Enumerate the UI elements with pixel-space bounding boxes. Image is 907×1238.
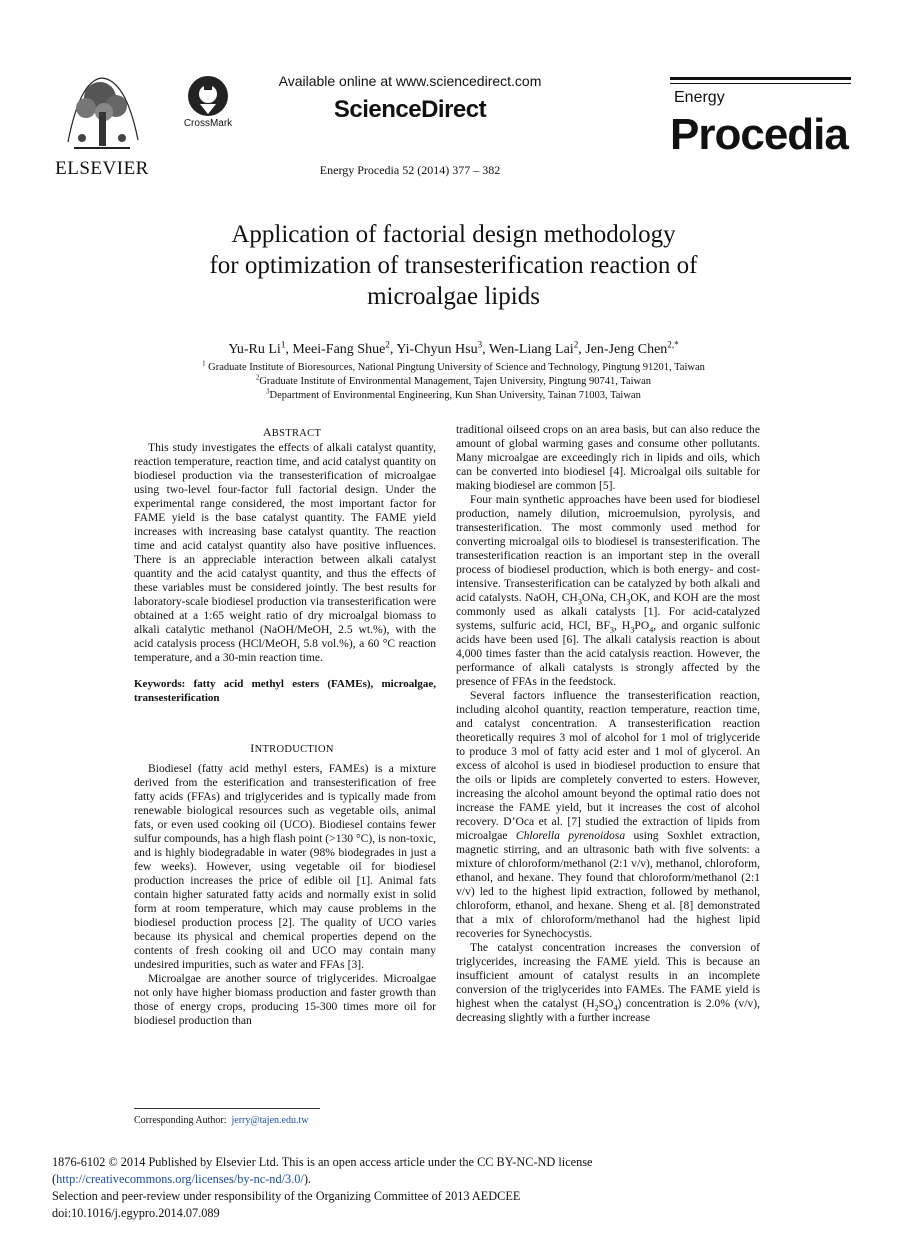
sciencedirect-logo: ScienceDirect [333, 96, 487, 123]
author: Meei-Fang Shue$^2$ [292, 339, 390, 357]
elsevier-logo [52, 70, 152, 180]
license-footer [52, 1154, 862, 1222]
crossmark-icon [176, 74, 240, 118]
copyright-line: 1876-6102 © 2014 Published by Elsevier Ltd. This is an open access article under the CC BY-NC-ND license [52, 1155, 593, 1169]
doi-line: doi:10.1016/j.egypro.2014.07.089 [52, 1206, 220, 1220]
crossmark-label: CrossMark [183, 118, 233, 129]
license-url-line: (http://creativecommons.org/licenses/by-nc-nd/3.0/). [52, 1172, 311, 1186]
author: Jen-Jeng Chen$^{2,*}$ [585, 339, 679, 357]
author-email-link[interactable]: jerry@tajen.edu.tw [231, 1115, 309, 1126]
introduction-paragraph: Microalgae are another source of triglycerides. Microalgae not only have higher biomass production and faster growth than those of energy crops, producing 15-300 times more oil for biodiesel production than [134, 972, 436, 1027]
author-list: Yu-Ru Li$^1$, Meei-Fang Shue$^2$, Yi-Chyun Hsu$^3$, Wen-Liang Lai$^2$, Jen-Jeng Chen$^{2,*}$ [228, 339, 679, 357]
body-paragraph: The catalyst concentration increases the conversion of triglycerides, increasing the FAME yield. This is because an insufficient amount of catalyst results in an incomplete conversion of the triglycerides into FAMEs. The FAME yield is highest when the catalyst $(H_2SO_4)$ concentration is 2.0% (v/v), decreasing slightly with a further increase [456, 941, 760, 1024]
publisher-name: ELSEVIER [55, 158, 149, 179]
license-link[interactable]: http://creativecommons.org/licenses/by-nc-nd/3.0/ [56, 1172, 304, 1186]
species-name: Chlorella pyrenoidosa [515, 829, 626, 842]
right-column [456, 423, 760, 1025]
abstract-heading: ABSTRACT [262, 425, 322, 439]
available-online-text: Available online at www.sciencedirect.com [278, 73, 542, 89]
affiliation: $^2$Graduate Institute of Environmental Management, Tajen University, Pingtung 90741, Taiwan [255, 374, 652, 387]
title-line: Application of factorial design methodology [231, 221, 676, 248]
author: Yi-Chyun Hsu$^3$ [396, 339, 483, 357]
introduction-paragraph: Biodiesel (fatty acid methyl esters, FAMEs) is a mixture derived from the esterification and transesterification of free fatty acids (FFAs) and triglycerides and is typically made from renewable biological resources such as vegetable oils, animal fats, or even used cooking oil (UCO). Biodiesel contains fewer sulfur compounds, has a high flash point (>130 °C), is non-toxic, and is highly biodegradable in water (98% biodegrades in just a few weeks). However, using vegetable oil for biodiesel production increases the price of edible oil [1]. Animal fats contain higher saturated fatty acids and normally exist in solid form at room temperature, which may cause problems in the biodiesel production process [2]. The quality of UCO varies because its physical and chemical properties depend on the contents of fresh cooking oil and UCO may contain many undesired impurities, such as water and FFAs [3]. [134, 762, 436, 971]
author: Yu-Ru Li$^1$ [228, 339, 286, 357]
peer-review-line: Selection and peer-review under responsibility of the Organizing Committee of 2013 AEDCEE [52, 1189, 521, 1203]
elsevier-tree-icon [60, 72, 144, 156]
body-paragraph: traditional oilseed crops on an area basis, but can also reduce the amount of global warming gases and consume other pollutants. Many microalgae are exceedingly rich in lipids and oils, which can be converted into biodiesel [4]. Microalgal oils suitable for making biodiesel are common [5]. [456, 423, 760, 492]
title-line: microalgae lipids [367, 283, 540, 310]
journal-brand-rule [670, 77, 851, 80]
abstract-text: This study investigates the effects of alkali catalyst quantity, reaction temperature, reaction time, and acid catalyst quantity on biodiesel production via the transesterification of microalgae using two-level four-factor full factorial design. Under the experimental range considered, the most important factor for FAME yield is the base catalyst quantity. The FAME yield increases with increasing base catalyst quantity. The reaction time and acid catalyst quantity also have positive influences. There is an appreciable interaction between alkali catalyst quantity and the acid catalyst quantity, and thus the effects of these variables must be considered jointly. The best results for laboratory-scale biodiesel production via transesterification were obtained at a 1:65 weight ratio of dry microalgal biomass to alkali catalytic methanol (NaOH/MeOH, 2.5 wt.%), with the acid catalysis process (HCl/MeOH, 5.8 vol.%), a 60 °C reaction temperature, and a 30-min reaction time. [134, 441, 436, 664]
keywords: Keywords: fatty acid methyl esters (FAMEs), microalgae, transesterification [134, 678, 436, 704]
journal-citation: Energy Procedia 52 (2014) 377 – 382 [319, 163, 501, 177]
left-column [134, 425, 436, 1028]
body-paragraph: Four main synthetic approaches have been used for biodiesel production, namely dilution, microemulsion, pyrolysis, and transesterification. The most commonly used method for converting microalgal oils to biodiesel is transesterification. The transesterification reaction is an important step in the overall process of biodiesel production, which is both energy- and cost-intensive. Transesterification can be catalyzed by both alkali and acid catalysts. NaOH, $CH_3ONa$, $CH_3OK$, and KOH are the most commonly used as alkali catalysts [1]. For acid-catalyzed systems, sulfuric acid, HCl, $BF_3$, $H_3PO_4$, and organic sulfonic acids have been used [6]. The alkali catalysis reaction is about 4,000 times faster than the acid catalysis reaction. However, the performance of alkali catalysts is strongly affected by the presence of FFAs in the feedstock. [456, 493, 761, 688]
affiliation: $^1$ Graduate Institute of Bioresources, National Pingtung University of Science and Technology, Pingtung 91201, Taiwan [202, 360, 705, 373]
introduction-heading: INTRODUCTION [250, 741, 334, 755]
journal-brand-rule-thin [670, 83, 851, 84]
title-line: for optimization of transesterification reaction of [209, 252, 698, 279]
affiliation: $^3$Department of Environmental Engineering, Kun Shan University, Tainan 71003, Taiwan [266, 388, 641, 401]
corresponding-author: Corresponding Author: jerry@tajen.edu.tw [134, 1115, 309, 1126]
author: Wen-Liang Lai$^2$ [488, 339, 579, 357]
body-paragraph: Several factors influence the transesterification reaction, including alcohol quantity, reaction temperature, reaction time, and catalyst concentration. A transesterification reaction theoretically requires 3 mol of alcohol for 1 mol of triglyceride to produce 3 mol of fatty acid ester and 1 mol of glycerol. An excess of alcohol is used in biodiesel production to ensure that the oils or lipids are completely converted to esters. However, increasing the alcohol amount beyond the optimal ratio does not increase the FAME yield, but it increases the cost of alcohol recovery. D’Oca et al. [7] studied the extraction of lipids from microalgae Chlorella pyrenoidosa using Soxhlet extraction, magnetic stirring, and an ultrasonic bath with five solvents: a mixture of chloroform/methanol (2:1 v/v), methanol, chloroform, ethanol, and hexane. They found that chloroform/methanol (2:1 v/v) led to the highest lipid extraction, followed by methanol, chloroform, ethanol, and hexane. Sheng et al. [8] demonstrated that a mix of chloroform/methanol had the highest lipid recoveries for Synechocystis. [456, 689, 760, 940]
journal-brand-procedia: Procedia [670, 110, 848, 159]
journal-brand-energy: Energy [674, 89, 725, 106]
crossmark-badge[interactable] [176, 74, 240, 134]
footnote-rule [134, 1108, 320, 1109]
article-title [150, 219, 757, 312]
